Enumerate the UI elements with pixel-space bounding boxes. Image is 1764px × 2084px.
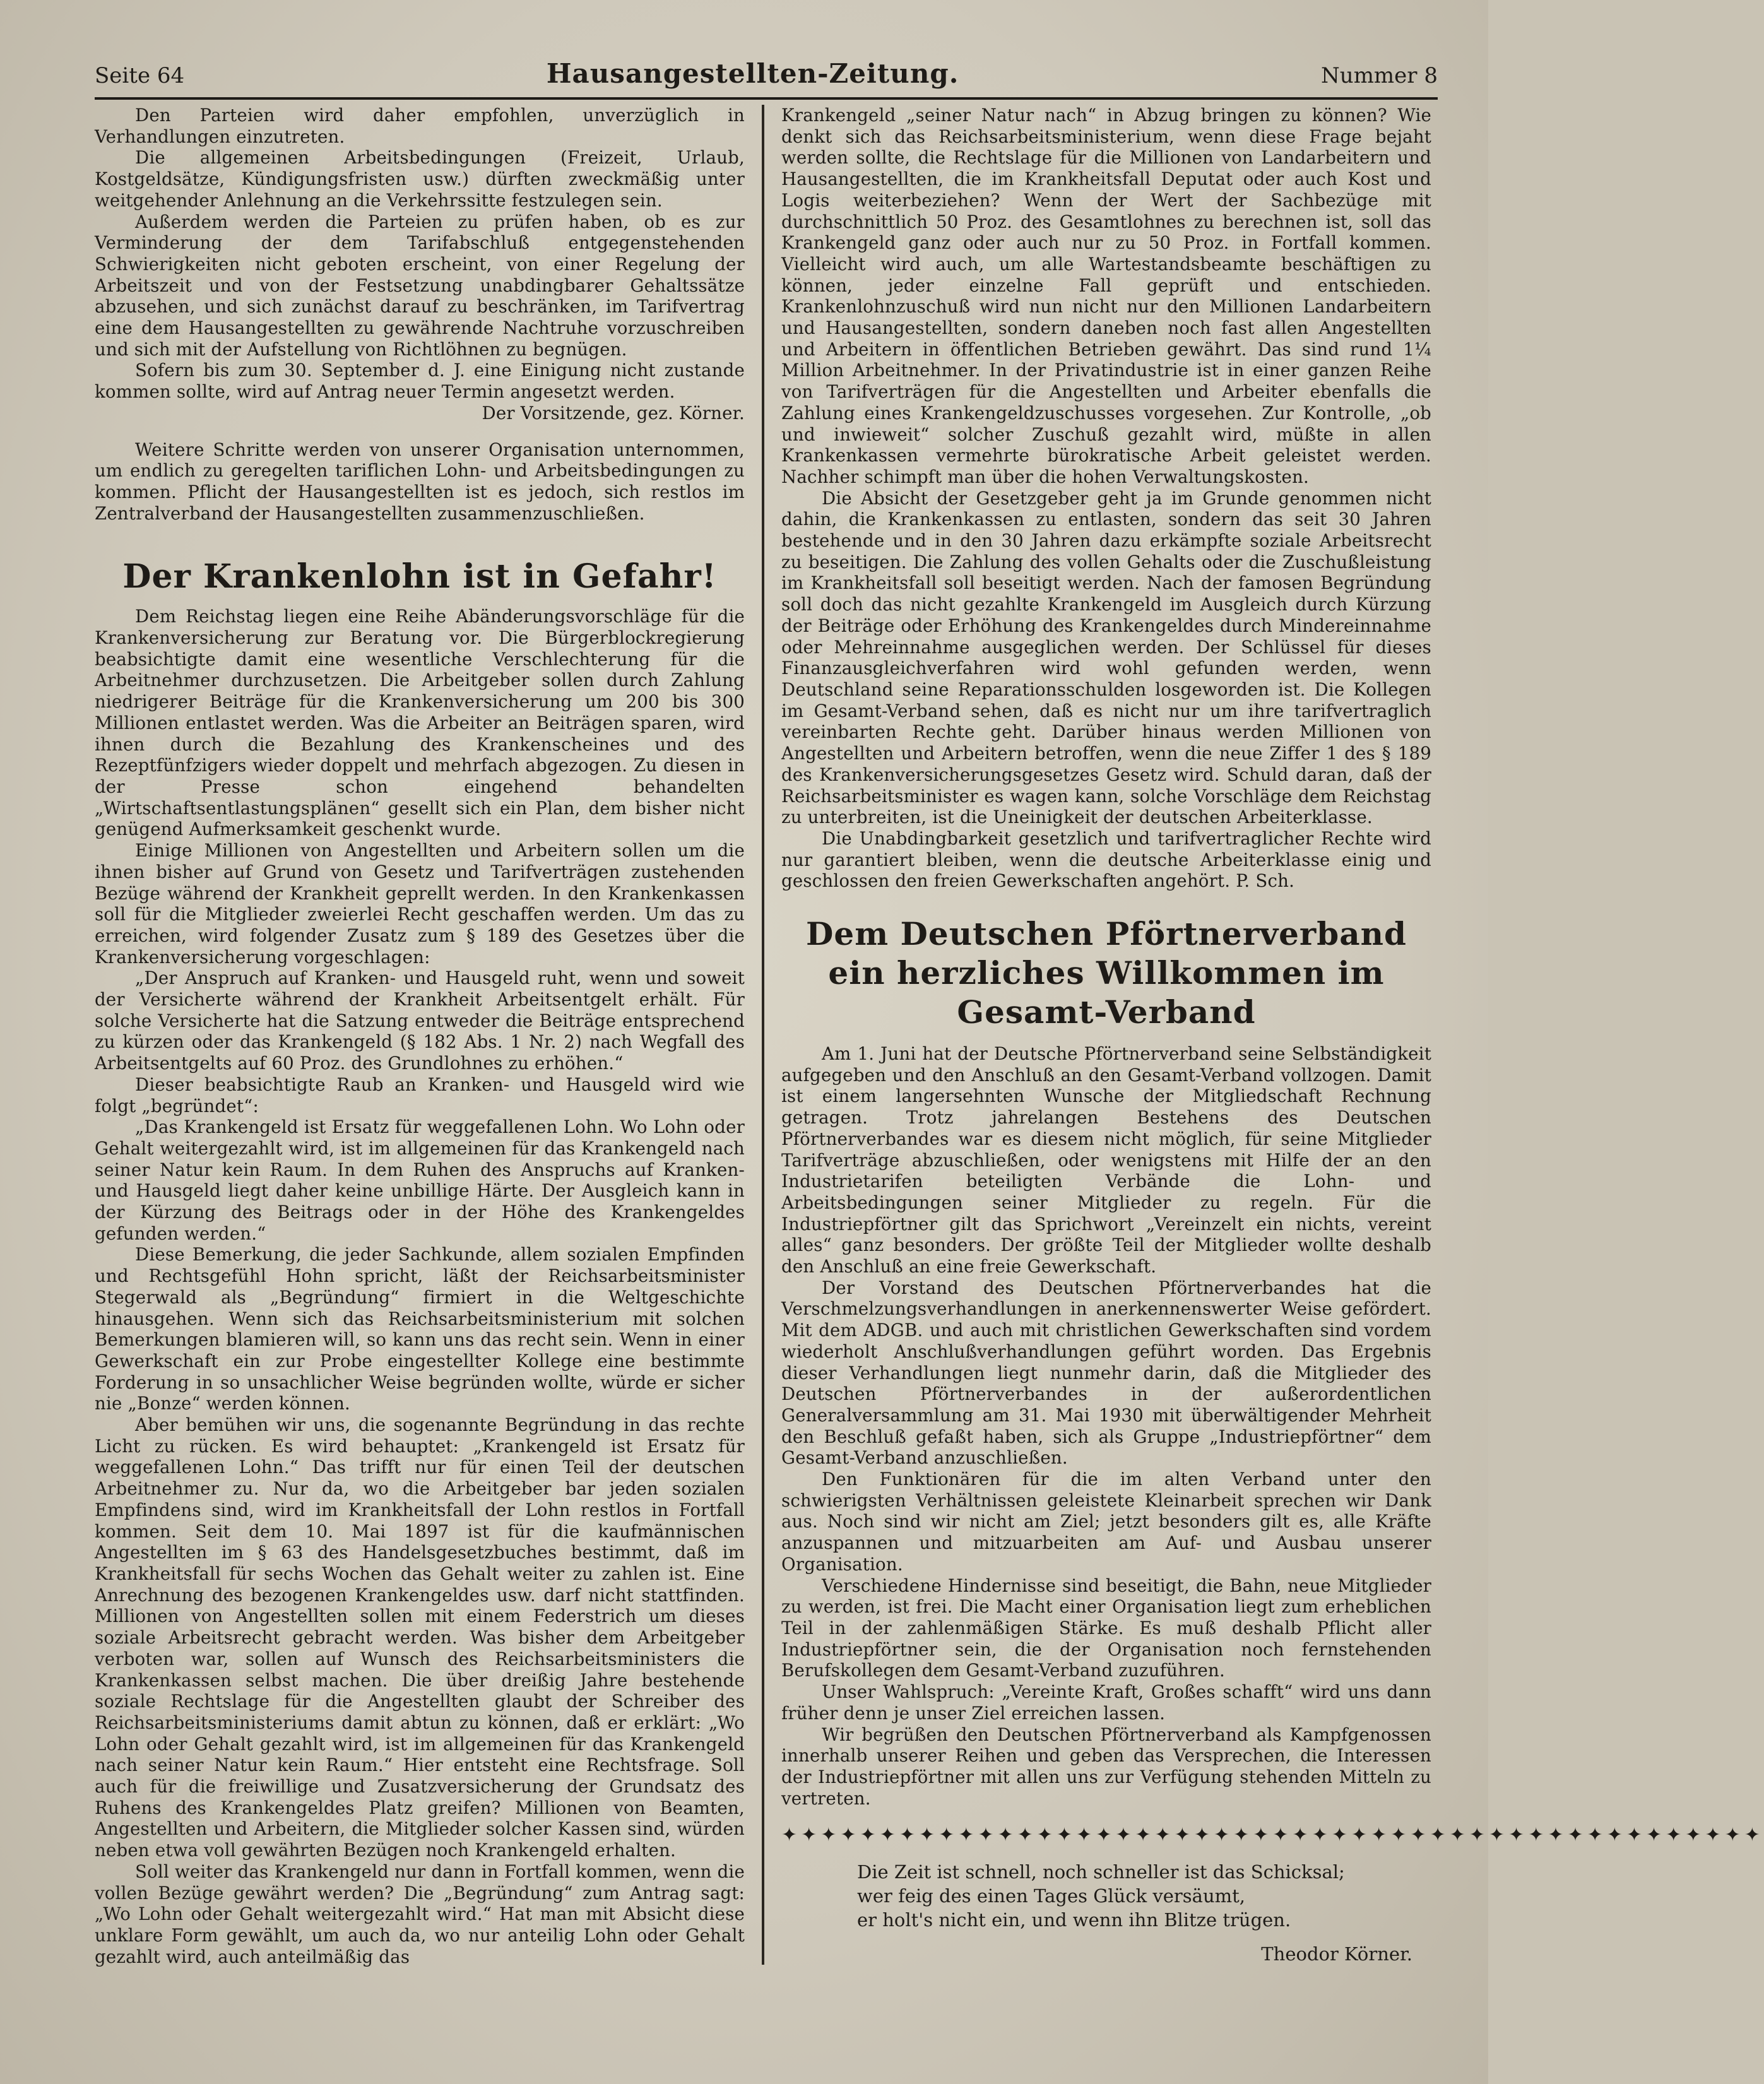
columns bbox=[95, 105, 1764, 1967]
article-paragraph: Die Absicht der Gesetzgeber geht ja im Grunde genommen nicht dahin, die Krankenkassen zu entlasten, sondern das seit 30 Jahren bestehende und in den 30 Jahren dazu erkämpfte soziale Arbeitsrecht zu beseitigen. Die Zahlung des vollen Gehalts oder die Zuschußleistung im Krankheitsfall soll beseitigt werden. Nach der famosen Begründung soll doch das nicht gezahlte Krankengeld im Ausgleich durch Kürzung der Beiträge oder Erhöhung des Krankengeldes durch Mindereinnahme oder Mehreinnahme ausgeglichen werden. Der Schlüssel für dieses Finanzausgleichverfahren wird wohl gefunden werden, wenn Deutschland seine Reparationsschulden losgeworden ist. Die Kollegen im Gesamt-Verband sehen, daß es nicht nur um ihre tarifvertraglich vereinbarten Rechte geht. Darüber hinaus werden Millionen von Angestellten und Arbeitern betroffen, wenn die neue Ziffer 1 des § 189 des Krankenversicherungsgesetzes Gesetz wird. Schuld daran, daß der Reichsarbeitsminister es wagen kann, solche Vorschläge dem Reichstag zu unterbreiten, ist die Uneinigkeit der deutschen Arbeiterklasse. bbox=[781, 487, 1431, 828]
signature-line: Der Vorsitzende, gez. Körner. bbox=[482, 402, 745, 423]
intro-paragraph: Die allgemeinen Arbeitsbedingungen (Freizeit, Urlaub, Kostgeldsätze, Kündigungsfristen usw.) dürften zweckmäßig unter weitgehender Anlehnung an die Verkehrssitte festzulegen sein. bbox=[95, 147, 745, 211]
poem-author: Theodor Körner. bbox=[1261, 1943, 1412, 1965]
intro-paragraph: Sofern bis zum 30. September d. J. eine Einigung nicht zustande kommen sollte, wird auf Antrag neuer Termin angesetzt werden. bbox=[95, 360, 745, 403]
intro-paragraph: Den Parteien wird daher empfohlen, unverzüglich in Verhandlungen einzutreten. bbox=[95, 105, 745, 147]
article-paragraph: Verschiedene Hindernisse sind beseitigt, die Bahn, neue Mitglieder zu werden, ist frei. Die Macht einer Organisation liegt zum erheblichen Teil in der zahlenmäßigen Stärke. Es muß deshalb Pflicht aller Industriepförtner sein, die der Organisation noch fernstehenden Berufskollegen dem Gesamt-Verband zuzuführen. bbox=[781, 1575, 1431, 1681]
closing-paragraph: Weitere Schritte werden von unserer Organisation unternommen, um endlich zu geregelten tariflichen Lohn- und Arbeitsbedingungen zu kommen. Pflicht der Hausangestellten ist es jedoch, sich restlos im Zentralverband der Hausangestellten zusammenzuschließen. bbox=[95, 439, 745, 524]
page-number: Seite 64 bbox=[95, 63, 185, 88]
article-quote: „Das Krankengeld ist Ersatz für weggefallenen Lohn. Wo Lohn oder Gehalt weitergezahlt wird, ist im allgemeinen für das Krankengeld nach seiner Natur kein Raum. In dem Ruhen des Anspruchs auf Kranken- und Hausgeld liegt daher keine unbillige Härte. Der Ausgleich kann in der Kürzung des Beitrags oder in der Höhe des Krankengeldes gefunden werden.“ bbox=[95, 1116, 745, 1244]
article-paragraph: Krankengeld „seiner Natur nach“ in Abzug bringen zu können? Wie denkt sich das Reichsarbeitsministerium, wenn diese Frage bejaht werden sollte, die Rechtslage für die Millionen von Landarbeitern und Hausangestellten, die im Krankheitsfall Deputat oder auch Kost und Logis weiterbeziehen? Wenn der Wert der Sachbezüge mit durchschnittlich 50 Proz. des Gesamtlohnes zu berechnen ist, soll das Krankengeld ganz oder auch nur zu 50 Proz. in Fortfall kommen. Vielleicht wird auch, um alle Wartestandsbeamte beschäftigen zu können, jeder einzelne Fall geprüft und entschieden. Krankenlohnzuschuß wird nun nicht nur den Millionen Landarbeitern und Hausangestellten, sondern daneben noch fast allen Angestellten und Arbeitern in öffentlichen Betrieben gewährt. Das sind rund 1¼ Million Arbeitnehmer. In der Privatindustrie ist in einer ganzen Reihe von Tarifverträgen für die Angestellten und Arbeiter ebenfalls die Zahlung eines Krankengeldzuschusses vorgesehen. Zur Kontrolle, „ob und inwieweit“ solcher Zuschuß gezahlt wird, müßte in allen Krankenkassen vermehrte bürokratische Arbeit geleistet werden. Nachher schimpft man über die hohen Verwaltungskosten. bbox=[781, 105, 1431, 487]
poem-line: wer feig des einen Tages Glück versäumt, bbox=[857, 1885, 1246, 1907]
poem-line: er holt's nicht ein, und wenn ihn Blitze trügen. bbox=[857, 1909, 1291, 1931]
page-header bbox=[95, 58, 1438, 100]
newspaper-title: Hausangestellten-Zeitung. bbox=[546, 58, 959, 89]
article-paragraph: Unser Wahlspruch: „Vereinte Kraft, Großes schafft“ wird uns dann früher denn je unser Ziel erreichen lassen. bbox=[781, 1681, 1431, 1724]
article-headline: Der Krankenlohn ist in Gefahr! bbox=[122, 557, 717, 596]
article-paragraph: Den Funktionären für die im alten Verband unter den schwierigsten Verhältnissen geleistete Kleinarbeit sprechen wir Dank aus. Noch sind wir nicht am Ziel; jetzt besonders gilt es, alle Kräfte anzuspannen und mitzuarbeiten am Auf- und Ausbau unserer Organisation. bbox=[781, 1469, 1431, 1575]
issue-number: Nummer 8 bbox=[1321, 63, 1438, 88]
article-quote: „Der Anspruch auf Kranken- und Hausgeld ruht, wenn und soweit der Versicherte während der Krankheit Arbeitsentgelt erhält. Für solche Versicherte hat die Satzung entweder die Beiträge entsprechend zu kürzen oder das Krankengeld (§ 182 Abs. 1 Nr. 2) nach Wegfall des Arbeitsentgelts auf 60 Proz. des Grundlohnes zu erhöhen.“ bbox=[95, 968, 745, 1074]
ornamental-divider: ✦✦✦✦✦✦✦✦✦✦✦✦✦✦✦✦✦✦✦✦✦✦✦✦✦✦✦✦✦✦✦✦✦✦✦✦✦✦✦✦✦✦✦✦✦✦✦✦✦✦ bbox=[781, 1824, 1764, 1847]
article-paragraph: Diese Bemerkung, die jeder Sachkunde, allem sozialen Empfinden und Rechtsgefühl Hohn spricht, läßt der Reichsarbeitsminister Stegerwald als „Begründung“ firmiert in die Weltgeschichte hinausgehen. Wenn sich das Reichsarbeitsministerium mit solchen Bemerkungen blamieren will, so kann uns das recht sein. Wenn in einer Gewerkschaft ein zur Probe eingestellter Kollege eine bestimmte Forderung in so unsachlicher Weise begründen wollte, würde er sicher nie „Bonze“ werden können. bbox=[95, 1244, 745, 1414]
article-paragraph: Dem Reichstag liegen eine Reihe Abänderungsvorschläge für die Krankenversicherung zur Beratung vor. Die Bürgerblockregierung beabsichtigte damit eine wesentliche Verschlechterung für die Arbeitnehmer durchzusetzen. Die Arbeitgeber sollen durch Zahlung niedrigerer Beiträge für die Krankenversicherung um 200 bis 300 Millionen entlastet werden. Was die Arbeiter an Beiträgen sparen, wird ihnen durch die Bezahlung des Krankenscheines und des Rezeptfünfzigers wieder doppelt und mehrfach abgezogen. Zu diesen in der Presse schon eingehend behandelten „Wirtschaftsentlastungsplänen“ gesellt sich ein Plan, dem bisher nicht genügend Aufmerksamkeit geschenkt wurde. bbox=[95, 606, 745, 840]
article-paragraph: Soll weiter das Krankengeld nur dann in Fortfall kommen, wenn die vollen Bezüge gewährt werden? Die „Begründung“ zum Antrag sagt: „Wo Lohn oder Gehalt weitergezahlt wird.“ Hat man mit Absicht diese unklare Form gewählt, um auch da, wo nur anteilig Lohn oder Gehalt gezahlt wird, auch anteilmäßig das bbox=[95, 1861, 745, 1967]
intro-paragraph: Außerdem werden die Parteien zu prüfen haben, ob es zur Verminderung der dem Tarifabschluß entgegenstehenden Schwierigkeiten nicht geboten erscheint, von einer Regelung der Arbeitszeit und von der Festsetzung unabdingbarer Gehaltssätze abzusehen, und sich zunächst darauf zu beschränken, im Tarifvertrag eine dem Hausangestellten zu gewährende Nachtruhe vorzuschreiben und sich mit der Aufstellung von Richtlöhnen zu begnügen. bbox=[95, 211, 745, 360]
article-paragraph: Wir begrüßen den Deutschen Pförtnerverband als Kampfgenossen innerhalb unserer Reihen und geben das Versprechen, die Interessen der Industriepförtner mit allen uns zur Verfügung stehenden Mitteln zu vertreten. bbox=[781, 1724, 1431, 1809]
article-headline: Dem Deutschen Pförtnerverband ein herzliches Willkommen im Gesamt-Verband bbox=[806, 915, 1407, 1031]
article-paragraph: Dieser beabsichtigte Raub an Kranken- und Hausgeld wird wie folgt „begründet“: bbox=[95, 1074, 745, 1116]
article-paragraph: Am 1. Juni hat der Deutsche Pförtnerverband seine Selbständigkeit aufgegeben und den Anschluß an den Gesamt-Verband vollzogen. Damit ist einem langersehnten Wunsche der Mitgliedschaft Rechnung getragen. Trotz jahrelangen Bestehens des Deutschen Pförtnerverbandes war es diesem nicht möglich, für seine Mitglieder Tarifverträge abzuschließen, oder wenigstens mit Hilfe der an den Industrietarifen beteiligten Verbände die Lohn- und Arbeitsbedingungen seiner Mitglieder zu regeln. Für die Industriepförtner gilt das Sprichwort „Vereinzelt ein nichts, vereint alles“ ganz besonders. Der größte Teil der Mitglieder wollte deshalb den Anschluß an eine freie Gewerkschaft. bbox=[781, 1043, 1431, 1277]
left-column bbox=[95, 105, 762, 1967]
poem-line: Die Zeit ist schnell, noch schneller ist das Schicksal; bbox=[857, 1861, 1345, 1883]
article-paragraph: Aber bemühen wir uns, die sogenannte Begründung in das rechte Licht zu rücken. Es wird behauptet: „Krankengeld ist Ersatz für weggefallenen Lohn.“ Das trifft nur für einen Teil der deutschen Arbeitnehmer zu. Nur da, wo die Arbeitgeber bar jeden sozialen Empfindens sind, wird im Krankheitsfall der Lohn restlos in Fortfall kommen. Seit dem 10. Mai 1897 ist für die kaufmännischen Angestellten im § 63 des Handelsgesetzbuches bestimmt, daß im Krankheitsfall für sechs Wochen das Gehalt weiter zu zahlen ist. Eine Anrechnung des bezogenen Krankengeldes usw. darf nicht stattfinden. Millionen von Angestellten sollen mit einem Federstrich um dieses soziale Arbeitsrecht gebracht werden. Was bisher dem Arbeitgeber verboten war, sollen auf Wunsch des Reichsarbeitsministers die Krankenkassen selbst machen. Die über dreißig Jahre bestehende soziale Rechtslage für die Angestellten glaubt der Schreiber des Reichsarbeitsministeriums damit abtun zu können, daß er erklärt: „Wo Lohn oder Gehalt gezahlt wird, ist im allgemeinen für das Krankengeld nach seiner Natur kein Raum.“ Hier entsteht eine Rechtsfrage. Soll auch für die freiwillige und Zusatzversicherung der Grundsatz des Ruhens des Krankengeldes Platz greifen? Millionen von Beamten, Angestellten und Arbeitern, die Mitglieder solcher Kassen sind, würden neben etwa voll gewährten Bezügen noch Krankengeld erhalten. bbox=[95, 1414, 745, 1861]
article-paragraph: Die Unabdingbarkeit gesetzlich und tarifvertraglicher Rechte wird nur garantiert bleiben, wenn die deutsche Arbeiterklasse einig und geschlossen den freien Gewerkschaften angehört. P. Sch. bbox=[781, 827, 1431, 892]
article-paragraph: Der Vorstand des Deutschen Pförtnerverbandes hat die Verschmelzungsverhandlungen in anerkennenswerter Weise gefördert. Mit dem ADGB. und auch mit christlichen Gewerkschaften sind vordem wiederholt Anschlußverhandlungen geführt worden. Das Ergebnis dieser Verhandlungen liegt nunmehr darin, daß die Mitglieder des Deutschen Pförtnerverbandes in der außerordentlichen Generalversammlung am 31. Mai 1930 mit überwältigender Mehrheit den Beschluß gefaßt haben, sich als Gruppe „Industriepförtner“ dem Gesamt-Verband anzuschließen. bbox=[781, 1277, 1431, 1469]
article-paragraph: Einige Millionen von Angestellten und Arbeitern sollen um die ihnen bisher auf Grund von Gesetz und Tarifverträgen zustehenden Bezüge während der Krankheit geprellt werden. In den Krankenkassen soll für die Mitglieder zweierlei Recht geschaffen werden. Um das zu erreichen, wird folgender Zusatz zum § 189 des Gesetzes über die Krankenversicherung vorgeschlagen: bbox=[95, 840, 745, 968]
right-column bbox=[762, 105, 1764, 1965]
poem bbox=[857, 1860, 1431, 1965]
